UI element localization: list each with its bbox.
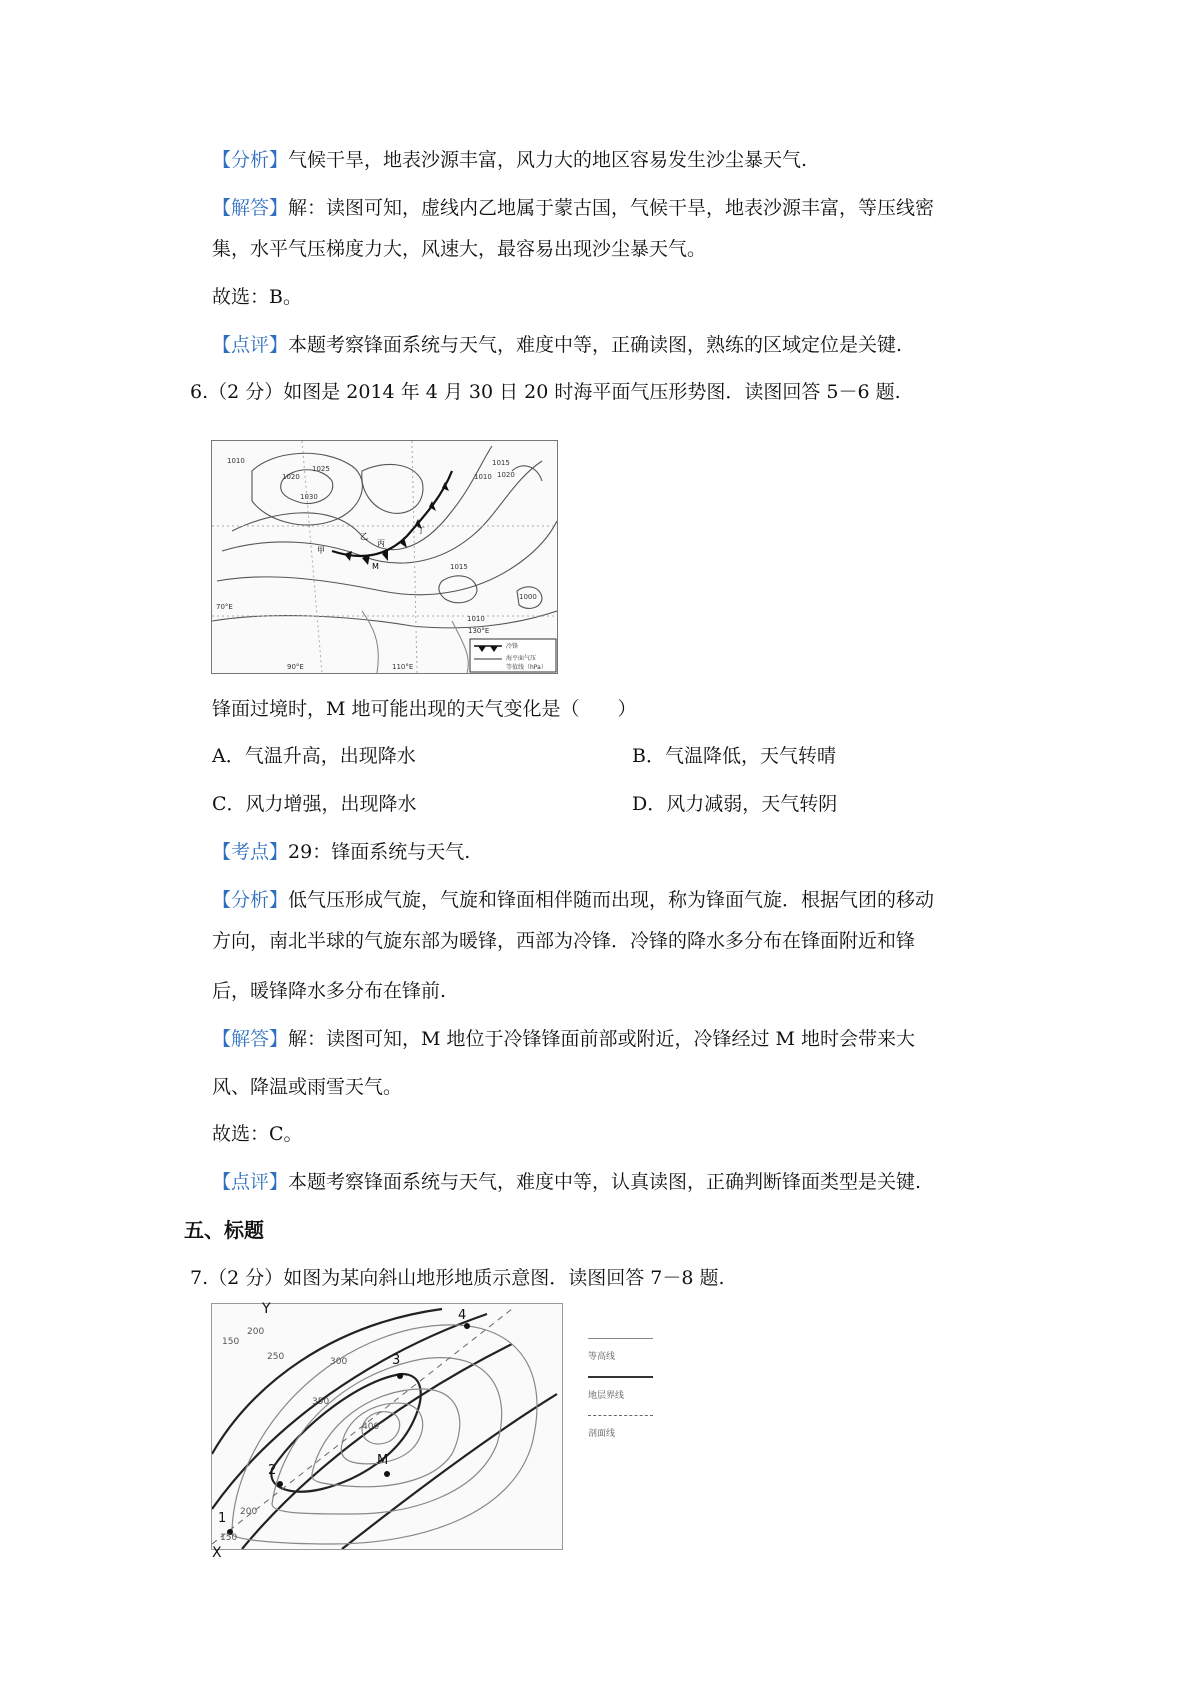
legend-contour-label: 等高线 [588, 1352, 616, 1362]
legend-section-symbol [588, 1415, 653, 1426]
contour-label: 200 [240, 1507, 258, 1517]
contour-label: 150 [220, 1533, 238, 1543]
isobar-label: 1010 [467, 615, 485, 623]
review-tag: 【点评】 [212, 1171, 289, 1193]
geology-map-legend [588, 1338, 653, 1439]
isobar-label: 1020 [282, 473, 300, 481]
q6-review: 【点评】本题考察锋面系统与天气，难度中等，认真读图，正确判断锋面类型是关键. [212, 1171, 922, 1193]
option-b: B．气温降低，天气转晴 [632, 745, 836, 767]
q5-answer-line-2: 集，水平气压梯度力大，风速大，最容易出现沙尘暴天气。 [212, 238, 707, 260]
isobar-label: 1000 [519, 593, 537, 601]
option-c: C．风力增强，出现降水 [212, 793, 417, 815]
option-d: D．风力减弱，天气转阴 [632, 793, 838, 815]
point-tag: 【考点】 [212, 841, 289, 863]
isobar-label: 1010 [474, 473, 492, 481]
q7-geology-map [211, 1303, 563, 1550]
contour-label: 250 [267, 1352, 285, 1362]
contour-label: 350 [312, 1397, 330, 1407]
point-label: 2 [268, 1463, 277, 1478]
contour-label: 150 [222, 1337, 240, 1347]
pressure-map-svg [212, 441, 557, 673]
svg-text:冷锋: 冷锋 [506, 643, 519, 650]
isobar-label: 1015 [450, 563, 468, 571]
q6-choice: 故选：C。 [212, 1123, 303, 1145]
longitude-label: 130°E [468, 627, 490, 635]
place-label: 甲 [317, 546, 325, 555]
isobar-label: 1025 [312, 465, 330, 473]
contour-label: 300 [330, 1357, 348, 1367]
answer-tag: 【解答】 [212, 197, 289, 219]
point-label: 1 [218, 1511, 227, 1526]
q5-analysis: 【分析】气候干旱，地表沙源丰富，风力大的地区容易发生沙尘暴天气. [212, 149, 808, 171]
longitude-label: 110°E [392, 663, 414, 671]
q6-stem: 6.（2 分）如图是 2014 年 4 月 30 日 20 时海平面气压形势图．读图回答 5－6 题. [190, 381, 901, 403]
q6-point: 【考点】29：锋面系统与天气. [212, 841, 471, 863]
analysis-tag: 【分析】 [212, 149, 289, 171]
section-title: 五、标题 [184, 1218, 264, 1242]
axis-y-label: Y [262, 1301, 271, 1317]
q6-answer-line-2: 风、降温或雨雪天气。 [212, 1076, 403, 1098]
place-label: M [372, 562, 379, 571]
legend-stratum-label: 地层界线 [588, 1391, 625, 1401]
place-label: 乙 [360, 532, 368, 541]
option-a: A．气温升高，出现降水 [212, 745, 416, 767]
geology-map-svg [212, 1304, 562, 1549]
point-label: 4 [458, 1308, 467, 1323]
q7-stem: 7.（2 分）如图为某向斜山地形地质示意图．读图回答 7－8 题. [190, 1267, 725, 1289]
analysis-tag: 【分析】 [212, 889, 289, 911]
q6-question: 锋面过境时，M 地可能出现的天气变化是（ ） [212, 698, 637, 720]
isobar-label: 1010 [227, 457, 245, 465]
longitude-label: 70°E [216, 603, 233, 611]
q5-choice: 故选：B。 [212, 286, 302, 308]
place-label: 丁 [417, 526, 425, 535]
place-label: 丙 [377, 539, 385, 548]
legend-contour-symbol [588, 1338, 653, 1349]
q6-analysis-line-3: 后，暖锋降水多分布在锋前. [212, 980, 447, 1002]
longitude-label: 90°E [287, 663, 304, 671]
pressure-map-legend [470, 639, 556, 672]
point-label: 3 [392, 1353, 401, 1368]
contour-label: 200 [247, 1327, 265, 1337]
q6-answer-line-1: 【解答】解：读图可知，M 地位于冷锋锋面前部或附近，冷锋经过 M 地时会带来大 [212, 1028, 916, 1050]
svg-text:海平面气压: 海平面气压 [506, 655, 537, 662]
point-label: M [377, 1453, 389, 1468]
legend-stratum-symbol [588, 1376, 653, 1388]
legend-section-label: 剖面线 [588, 1429, 616, 1439]
review-tag: 【点评】 [212, 334, 289, 356]
q5-answer-line-1: 【解答】解：读图可知，虚线内乙地属于蒙古国，气候干旱，地表沙源丰富，等压线密 [212, 197, 935, 219]
q5-review: 【点评】本题考察锋面系统与天气，难度中等，正确读图，熟练的区域定位是关键. [212, 334, 903, 356]
axis-x-label: X [212, 1545, 222, 1561]
q6-analysis-line-1: 【分析】低气压形成气旋，气旋和锋面相伴随而出现，称为锋面气旋．根据气团的移动 [212, 889, 935, 911]
contour-label: 400 [362, 1422, 380, 1432]
q6-analysis-line-2: 方向，南北半球的气旋东部为暖锋，西部为冷锋．冷锋的降水多分布在锋面附近和锋 [212, 930, 916, 952]
isobar-label: 1030 [300, 493, 318, 501]
answer-tag: 【解答】 [212, 1028, 289, 1050]
isobar-label: 1020 [497, 471, 515, 479]
svg-text:等值线（hPa）: 等值线（hPa） [506, 664, 547, 671]
isobar-label: 1015 [492, 459, 510, 467]
q6-pressure-map [211, 440, 558, 674]
